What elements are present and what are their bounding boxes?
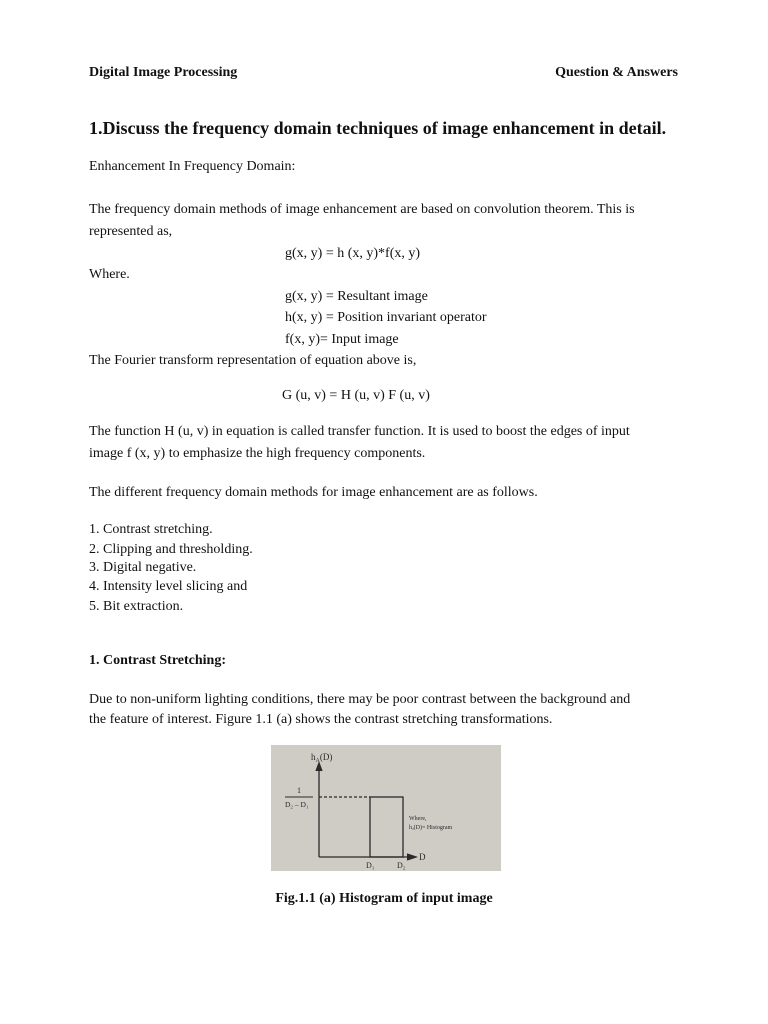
question-heading: 1.Discuss the frequency domain techniques of image enhancement in detail. xyxy=(89,118,667,138)
y-axis-label: $h_A(D)$ xyxy=(311,752,333,764)
list-item: 4. Intensity level slicing and xyxy=(89,579,248,594)
list-item: 2. Clipping and thresholding. xyxy=(89,542,253,557)
list-item: 3. Digital negative. xyxy=(89,560,197,575)
paragraph-line: Due to non-uniform lighting conditions, there may be poor contrast between the background and xyxy=(89,692,631,707)
histogram-figure xyxy=(271,745,501,871)
definition-item: h(x, y) = Position invariant operator xyxy=(285,310,487,325)
x-axis-arrow xyxy=(407,854,416,860)
paragraph-line: represented as, xyxy=(89,224,173,239)
header-left-title: Digital Image Processing xyxy=(89,65,238,80)
y-tick-denominator: D₂ – D₁ xyxy=(285,800,309,809)
section-title: 1. Contrast Stretching: xyxy=(89,653,227,668)
figure-caption: Fig.1.1 (a) Histogram of input image xyxy=(275,891,493,906)
figure-note-line1: Where, xyxy=(409,816,427,822)
subheading: Enhancement In Frequency Domain: xyxy=(89,159,296,174)
fourier-text: The Fourier transform representation of equation above is, xyxy=(89,353,417,368)
definition-item: f(x, y)= Input image xyxy=(285,332,399,347)
list-item: 5. Bit extraction. xyxy=(89,599,184,614)
list-item: 1. Contrast stretching. xyxy=(89,522,213,537)
equation-fourier: G (u, v) = H (u, v) F (u, v) xyxy=(282,388,430,403)
header-right-title: Question & Answers xyxy=(555,65,678,80)
where-label: Where. xyxy=(89,267,130,282)
histogram-bar xyxy=(370,797,403,857)
histogram-diagram xyxy=(271,745,501,871)
figure-note-line2: hₐ(D)= Histogram xyxy=(409,825,453,831)
paragraph-line: image f (x, y) to emphasize the high frequency components. xyxy=(89,446,426,461)
x-axis-label: D xyxy=(419,852,426,862)
y-tick-numerator: 1 xyxy=(297,786,301,795)
y-axis-arrow xyxy=(316,763,322,771)
paragraph-line: The frequency domain methods of image enhancement are based on convolution theorem. This is xyxy=(89,202,635,217)
definition-item: g(x, y) = Resultant image xyxy=(285,289,428,304)
paragraph-line: The function H (u, v) in equation is called transfer function. It is used to boost the edges of input xyxy=(89,424,630,439)
equation-main: g(x, y) = h (x, y)*f(x, y) xyxy=(285,246,421,261)
x-tick-d1: D₁ xyxy=(366,861,375,870)
paragraph-line: the feature of interest. Figure 1.1 (a) shows the contrast stretching transformations. xyxy=(89,712,553,727)
paragraph-line: The different frequency domain methods for image enhancement are as follows. xyxy=(89,485,538,500)
x-tick-d2: D₂ xyxy=(397,861,406,870)
